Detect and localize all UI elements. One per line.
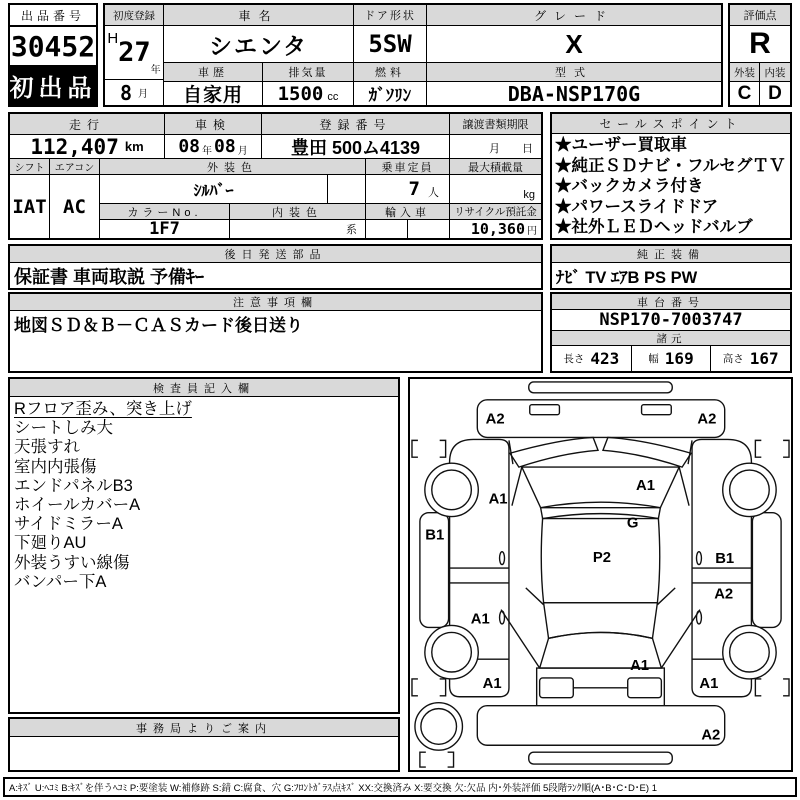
inspector-notes-list bbox=[10, 400, 398, 710]
spec-cell bbox=[552, 346, 632, 371]
history-label: 車歴 bbox=[164, 63, 263, 82]
damage-label: A1 bbox=[488, 491, 508, 508]
transfer-day-unit: 日 bbox=[522, 143, 533, 155]
chassis-box bbox=[550, 292, 792, 373]
inspector-box bbox=[8, 377, 400, 714]
damage-label: A1 bbox=[482, 675, 502, 692]
headlight-left bbox=[540, 678, 574, 698]
sales-point-item: ★パワースライドドア bbox=[555, 197, 719, 216]
front-lower-strip bbox=[529, 752, 672, 764]
import-label: 輸入車 bbox=[366, 204, 450, 220]
specs-row bbox=[552, 346, 790, 371]
recycle-label: リサイクル預託金 bbox=[450, 204, 541, 220]
auction-number-box bbox=[8, 3, 98, 107]
notes-title: 注意事項欄 bbox=[10, 294, 541, 311]
auction-number-label: 出品番号 bbox=[10, 5, 96, 27]
model-code-value: DBA-NSP170G bbox=[507, 82, 641, 105]
capacity-label: 乗車定員 bbox=[366, 159, 450, 175]
inspector-note-line: 天張すれ bbox=[14, 438, 80, 457]
score-box bbox=[728, 3, 792, 107]
legend-bar: A:ｷｽﾞ U:ﾍｺﾐ B:ｷｽﾞを伴うﾍｺﾐ P:要塗装 W:補修跡 S:錆 C:腐食、穴 G:ﾌﾛﾝﾄｶﾞﾗｽ点ｷｽﾞ XX:交換済み X:要交換 欠:欠品 内･外装評価 5段階ﾗﾝｸ順(A･B･C･D･E) 1 bbox=[3, 777, 797, 797]
later-parts-value: 保証書 車両取説 予備ｷｰ bbox=[14, 266, 205, 287]
spec-cell bbox=[711, 346, 790, 371]
left-door-handle-1 bbox=[500, 552, 505, 565]
shaken-year: 08 bbox=[178, 136, 200, 157]
damage-label: A2 bbox=[714, 586, 734, 603]
exterior-grade-value: C bbox=[730, 82, 760, 105]
sales-points-title: セールスポイント bbox=[552, 114, 790, 134]
capacity-value bbox=[366, 175, 450, 204]
fuel-label: 燃料 bbox=[354, 63, 427, 82]
left-front-wheel bbox=[425, 625, 478, 678]
first-registration-label: 初度登録 bbox=[105, 5, 164, 26]
sales-point-item: ★社外ＬＥＤヘッドバルブ bbox=[555, 218, 753, 236]
spec-label: 高さ bbox=[722, 353, 744, 365]
damage-label: G bbox=[626, 515, 639, 532]
shaken-month: 08 bbox=[214, 136, 236, 157]
bracket-mid-right bbox=[755, 679, 789, 696]
sales-points-box bbox=[550, 112, 792, 240]
interior-color-label: 内装色 bbox=[230, 204, 366, 220]
registration-number-value: 豊田 500ム4139 bbox=[262, 135, 450, 159]
inspector-note-line: シートしみ大 bbox=[14, 419, 113, 438]
exterior-color-label: 外装色 bbox=[100, 159, 366, 175]
color-no-label: カラーNo. bbox=[100, 204, 230, 220]
recycle-value bbox=[450, 220, 541, 238]
damage-label: B1 bbox=[425, 527, 445, 544]
interior-color-suffix: 系 bbox=[346, 224, 357, 236]
spec-label: 幅 bbox=[648, 353, 659, 365]
right-rocker-panel bbox=[752, 513, 781, 628]
shaken-month-unit: 月 bbox=[237, 146, 248, 157]
import-cell-1 bbox=[366, 220, 408, 238]
aircon-value: AC bbox=[50, 175, 100, 238]
equipment-value: ﾅﾋﾞ TV ｴｱB PS PW bbox=[556, 268, 698, 287]
mileage-label: 走行 bbox=[10, 114, 165, 135]
specs-title: 諸元 bbox=[552, 331, 790, 346]
bracket-mid-left bbox=[412, 679, 446, 696]
shaken-year-unit: 年 bbox=[202, 146, 212, 157]
displacement-number: 1500 bbox=[277, 82, 324, 105]
spec-value: 169 bbox=[664, 349, 694, 368]
score-value: R bbox=[730, 26, 790, 63]
damage-label: A1 bbox=[636, 477, 656, 494]
month-unit: 月 bbox=[138, 89, 149, 100]
reg-month: 8 bbox=[119, 80, 133, 105]
damage-label: A2 bbox=[485, 411, 505, 428]
capacity-unit: 人 bbox=[428, 187, 439, 199]
max-load-label: 最大積載量 bbox=[450, 159, 541, 175]
interior-color-value bbox=[230, 220, 366, 238]
displacement-label: 排気量 bbox=[263, 63, 354, 82]
inspector-note-line: バンパー下A bbox=[14, 572, 107, 591]
recycle-number: 10,360 bbox=[470, 220, 525, 238]
rear-pillar-lines bbox=[509, 440, 692, 505]
shaken-label: 車検 bbox=[165, 114, 262, 135]
displacement-value bbox=[263, 82, 354, 105]
exterior-color-empty-cell bbox=[328, 175, 366, 204]
vehicle-header-table bbox=[103, 3, 723, 107]
rear-roof-strip bbox=[529, 382, 672, 393]
registration-number-label: 登録番号 bbox=[262, 114, 450, 135]
office-box bbox=[8, 717, 400, 772]
spec-cell bbox=[632, 346, 712, 371]
mileage-unit: km bbox=[124, 139, 144, 154]
damage-label: A1 bbox=[630, 658, 650, 675]
inspector-note-line: サイドミラーA bbox=[14, 515, 123, 534]
shift-value: IAT bbox=[10, 175, 50, 238]
era-letter: H bbox=[107, 30, 119, 47]
damage-label: B1 bbox=[715, 551, 735, 568]
sales-point-item: ★純正ＳＤナビ・フルセグＴＶ bbox=[555, 156, 786, 175]
right-rear-wheel bbox=[723, 463, 776, 516]
first-listing-badge: 初出品 bbox=[10, 65, 96, 105]
shaken-value bbox=[165, 135, 262, 159]
later-parts-box bbox=[8, 244, 543, 290]
model-code-label: 型式 bbox=[427, 63, 721, 82]
auction-number-value: 30452 bbox=[10, 29, 96, 63]
mileage-value bbox=[10, 135, 165, 159]
roof-edge-band bbox=[541, 502, 661, 518]
mileage-number: 112,407 bbox=[30, 135, 119, 159]
fuel-value: ｶﾞｿﾘﾝ bbox=[354, 82, 427, 105]
inspector-note-line: エンドパネルB3 bbox=[14, 476, 133, 495]
displacement-unit: cc bbox=[327, 91, 339, 103]
bracket-top-left bbox=[412, 440, 446, 457]
inspector-note-line: 室内内張傷 bbox=[14, 457, 97, 476]
inspector-note-line: 下廻りAU bbox=[14, 534, 87, 553]
front-bumper-shape bbox=[477, 706, 724, 746]
equipment-box bbox=[550, 244, 792, 290]
rear-bumper-shape bbox=[477, 400, 724, 438]
first-registration-month bbox=[105, 80, 164, 105]
equipment-title: 純正装備 bbox=[552, 246, 790, 263]
right-door-handle-2 bbox=[696, 611, 701, 624]
chassis-title: 車台番号 bbox=[552, 294, 790, 310]
rear-glass-right bbox=[603, 437, 691, 467]
sales-points-list bbox=[552, 135, 790, 238]
transfer-deadline-value bbox=[450, 135, 541, 159]
headlight-right bbox=[628, 678, 662, 698]
damage-label: A2 bbox=[701, 727, 721, 744]
car-diagram-svg bbox=[410, 379, 791, 770]
inspector-note-line: ホイールカバーA bbox=[14, 496, 141, 515]
sales-point-item: ★ユーザー買取車 bbox=[555, 136, 687, 154]
left-door-handle-2 bbox=[500, 611, 505, 624]
spec-value: 167 bbox=[749, 349, 779, 368]
max-load-value bbox=[450, 175, 541, 204]
first-registration-year bbox=[105, 26, 164, 80]
details-table bbox=[8, 112, 543, 240]
damage-label: P2 bbox=[592, 550, 612, 567]
shift-label: シフト bbox=[10, 159, 50, 175]
damage-label: A2 bbox=[697, 411, 717, 428]
grade-value: X bbox=[427, 26, 721, 63]
spare-tire-circle bbox=[415, 703, 463, 751]
office-empty-area bbox=[10, 737, 398, 770]
office-title: 事務局よりご案内 bbox=[10, 719, 398, 737]
bracket-bottom-left bbox=[420, 752, 454, 767]
door-shape-value: 5SW bbox=[354, 26, 427, 63]
grade-label: グレード bbox=[427, 5, 721, 26]
inspector-title: 検査員記入欄 bbox=[10, 379, 398, 397]
score-label: 評価点 bbox=[730, 5, 790, 26]
later-parts-title: 後日発送部品 bbox=[10, 246, 541, 263]
history-value: 自家用 bbox=[164, 82, 263, 105]
year-unit: 年 bbox=[150, 65, 161, 76]
spec-label: 長さ bbox=[563, 353, 585, 365]
transfer-month-unit: 月 bbox=[489, 143, 500, 155]
car-diagram-box bbox=[408, 377, 793, 772]
max-load-unit: kg bbox=[523, 189, 535, 201]
inspector-note-line: 外装うすい線傷 bbox=[14, 553, 130, 572]
right-door-handle-1 bbox=[696, 552, 701, 565]
front-pillar-lines bbox=[501, 588, 700, 668]
transfer-deadline-label: 譲渡書類期限 bbox=[450, 114, 541, 135]
rear-glass-left bbox=[510, 437, 598, 467]
bracket-top-right bbox=[755, 440, 789, 457]
notes-box bbox=[8, 292, 543, 373]
inspector-note-line: Rフロア歪み、突き上げ bbox=[14, 400, 192, 418]
aircon-label: エアコン bbox=[50, 159, 100, 175]
damage-labels-group bbox=[425, 412, 734, 744]
right-front-wheel bbox=[723, 625, 776, 678]
interior-grade-label: 内装 bbox=[760, 63, 790, 82]
reg-year: 27 bbox=[118, 37, 151, 68]
interior-grade-value: D bbox=[768, 82, 782, 104]
left-rear-wheel bbox=[425, 463, 478, 516]
recycle-unit: 円 bbox=[527, 225, 537, 237]
car-name-value: シエンタ bbox=[164, 26, 354, 63]
chassis-value: NSP170-7003747 bbox=[552, 310, 790, 331]
damage-label: A1 bbox=[470, 611, 490, 628]
exterior-color-value: ｼﾙﾊﾞｰ bbox=[100, 175, 328, 204]
spec-value: 423 bbox=[590, 349, 620, 368]
color-no-value: 1F7 bbox=[100, 220, 230, 238]
capacity-number: 7 bbox=[408, 178, 420, 200]
notes-value: 地図ＳＤ＆Ｂ－ＣＡＳカード後日送り bbox=[14, 315, 303, 335]
door-shape-label: ドア形状 bbox=[354, 5, 427, 26]
import-cell-2 bbox=[408, 220, 450, 238]
damage-label: A1 bbox=[699, 675, 719, 692]
sales-point-item: ★バックカメラ付き bbox=[555, 177, 704, 195]
car-name-label: 車名 bbox=[164, 5, 354, 26]
exterior-grade-label: 外装 bbox=[730, 63, 760, 82]
